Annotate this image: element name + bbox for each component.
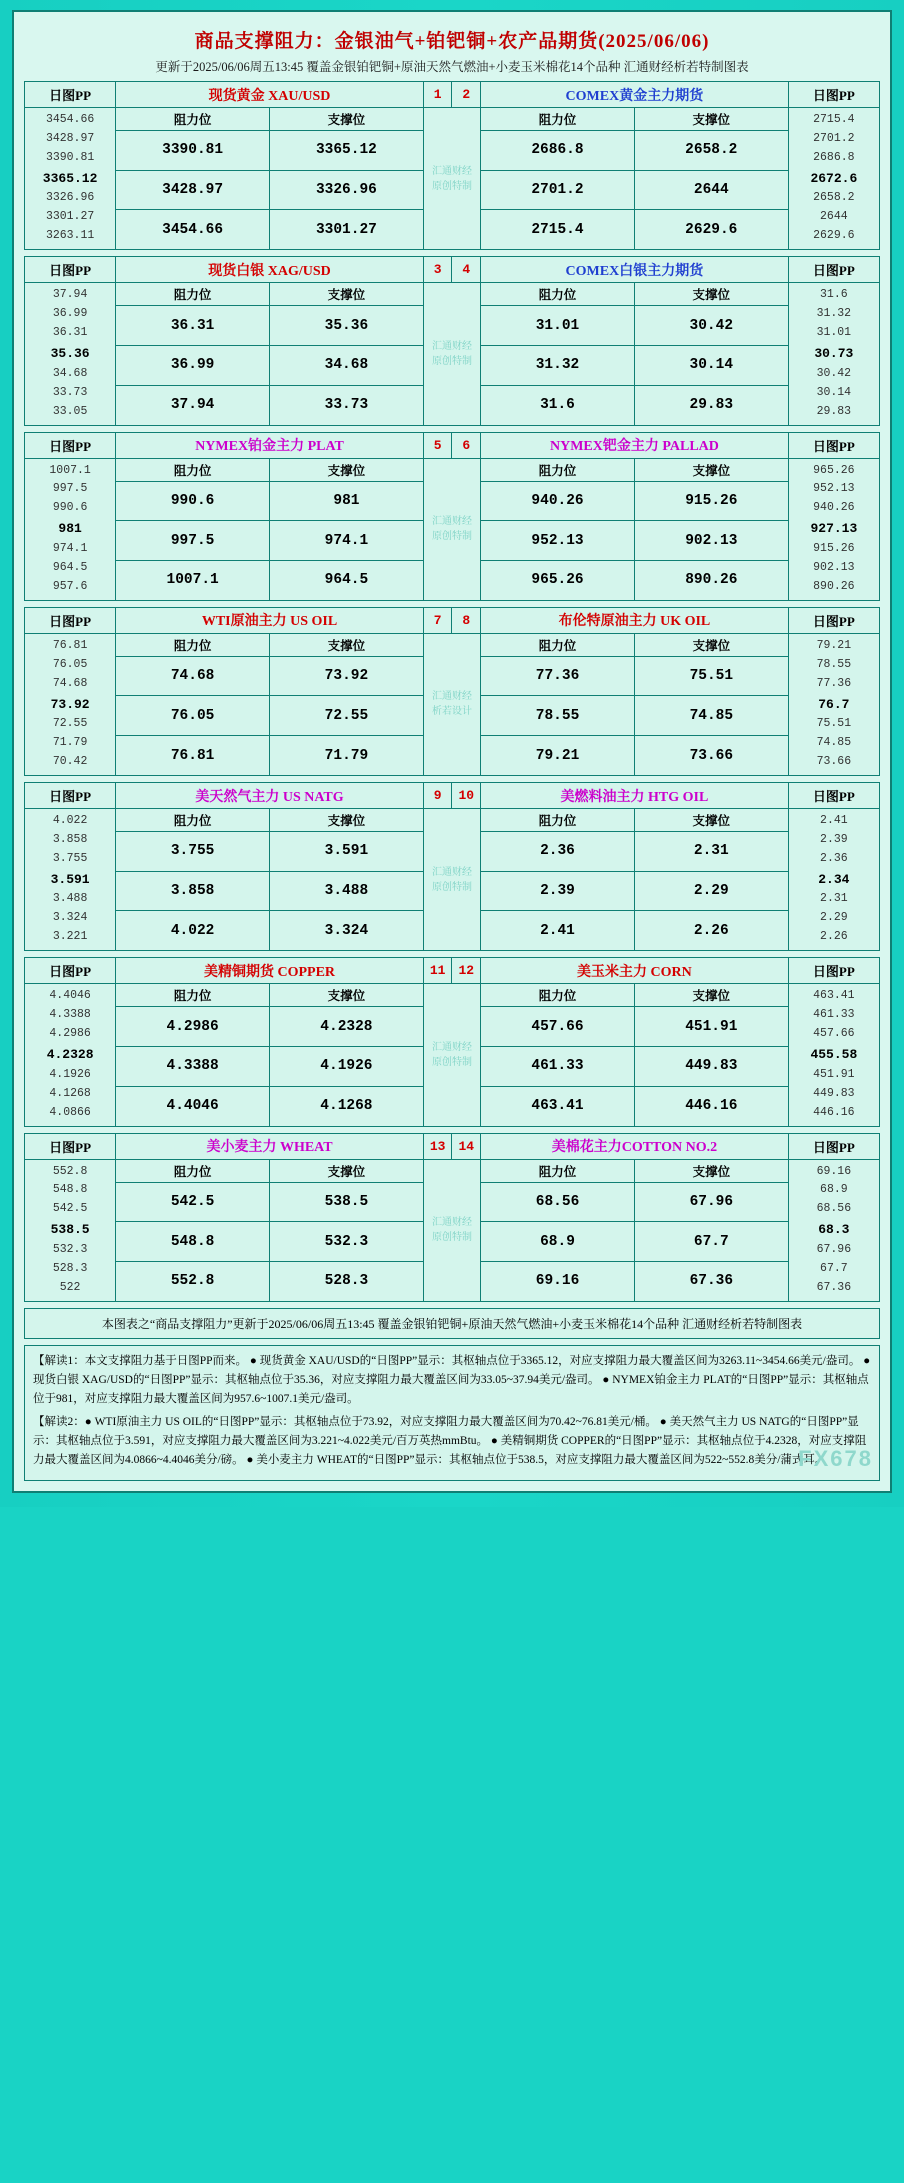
pp-header-left: 日图PP <box>25 82 116 108</box>
resistance-value-right: 69.16 <box>481 1261 635 1301</box>
pp-value: 71.79 <box>52 736 88 750</box>
pp-value: 4.4046 <box>49 989 91 1003</box>
pp-value: 4.1268 <box>49 1086 91 1100</box>
resistance-header-right: 阻力位 <box>481 809 635 832</box>
pp-value: 902.13 <box>813 560 855 574</box>
resistance-value-right: 2715.4 <box>481 210 635 250</box>
pp-value: 2.41 <box>820 814 848 827</box>
block-index-right: 4 <box>452 257 481 283</box>
resistance-value-left: 4.022 <box>116 911 270 951</box>
resistance-value-left: 542.5 <box>116 1182 270 1222</box>
block-table <box>24 957 880 1126</box>
block-index-left: 11 <box>423 958 452 984</box>
support-value-right: 30.14 <box>634 345 788 385</box>
pp-value: 552.8 <box>52 1164 88 1178</box>
block-index-right: 8 <box>452 607 481 633</box>
support-value-left: 33.73 <box>270 385 424 425</box>
pp-value: 67.7 <box>820 1261 848 1275</box>
pp-list-left <box>25 984 116 1126</box>
support-value-right: 29.83 <box>634 385 788 425</box>
resistance-header-right: 阻力位 <box>481 984 635 1007</box>
page-title: 商品支撑阻力：金银油气+铂钯铜+农产品期货(2025/06/06) <box>194 31 710 52</box>
resistance-value-left: 36.99 <box>116 345 270 385</box>
pp-header-left: 日图PP <box>25 1133 116 1159</box>
resistance-value-left: 4.2986 <box>116 1007 270 1047</box>
resistance-value-left: 3454.66 <box>116 210 270 250</box>
support-value-right: 2.26 <box>634 911 788 951</box>
pp-value: 3.488 <box>52 892 88 906</box>
pp-value: 73.92 <box>50 696 90 712</box>
support-value-right: 449.83 <box>634 1046 788 1086</box>
pp-list-left <box>25 633 116 775</box>
support-value-right: 74.85 <box>634 696 788 736</box>
resistance-value-right: 2686.8 <box>481 131 635 171</box>
pp-value: 2686.8 <box>813 150 855 164</box>
pp-value: 4.1926 <box>49 1067 91 1081</box>
watermark-fx678: FX678 <box>798 1446 873 1472</box>
watermark-center: 汇通财经 析若设计 <box>423 633 480 775</box>
pp-value: 455.58 <box>810 1047 858 1063</box>
resistance-value-left: 3390.81 <box>116 131 270 171</box>
pp-value: 3326.96 <box>45 191 95 205</box>
support-value-left: 35.36 <box>270 306 424 346</box>
support-header-left: 支撑位 <box>270 633 424 656</box>
block-index-left: 7 <box>423 607 452 633</box>
pp-value: 2644 <box>820 210 848 224</box>
pp-header-right: 日图PP <box>788 257 879 283</box>
block-index-right: 12 <box>452 958 481 984</box>
report-sheet <box>12 10 892 1493</box>
instrument-name-right: 美燃料油主力 HTG OIL <box>481 783 789 809</box>
pp-value: 30.73 <box>814 346 854 362</box>
pp-value: 35.36 <box>50 346 90 362</box>
resistance-value-right: 68.9 <box>481 1222 635 1262</box>
support-value-left: 981 <box>270 481 424 521</box>
pp-value: 75.51 <box>816 717 852 731</box>
instrument-name-left: 美小麦主力 WHEAT <box>116 1133 424 1159</box>
instrument-name-right: 美棉花主力COTTON NO.2 <box>481 1133 789 1159</box>
resistance-value-left: 74.68 <box>116 656 270 696</box>
pp-value: 3.755 <box>52 851 88 865</box>
pp-value: 1007.1 <box>49 463 91 477</box>
pp-header-right: 日图PP <box>788 82 879 108</box>
resistance-header-right: 阻力位 <box>481 458 635 481</box>
pp-value: 36.99 <box>52 307 88 321</box>
pp-value: 67.96 <box>816 1242 852 1256</box>
pp-value: 68.3 <box>818 1222 850 1238</box>
resistance-header-left: 阻力位 <box>116 1159 270 1182</box>
pp-value: 72.55 <box>52 717 88 731</box>
resistance-header-left: 阻力位 <box>116 283 270 306</box>
support-value-right: 30.42 <box>634 306 788 346</box>
pp-value: 31.6 <box>820 288 848 302</box>
block-table <box>24 1133 880 1302</box>
pp-value: 2.39 <box>820 832 848 846</box>
resistance-value-left: 3.858 <box>116 871 270 911</box>
block-index-left: 13 <box>423 1133 452 1159</box>
support-header-right: 支撑位 <box>634 283 788 306</box>
pp-value: 30.14 <box>816 385 852 399</box>
pp-value: 3454.66 <box>45 113 95 126</box>
pp-list-right <box>788 1159 879 1301</box>
instrument-name-right: COMEX白银主力期货 <box>481 257 789 283</box>
pp-value: 76.7 <box>818 696 850 712</box>
pp-value: 997.5 <box>52 482 88 496</box>
instrument-name-left: 美精铜期货 COPPER <box>116 958 424 984</box>
resistance-value-right: 461.33 <box>481 1046 635 1086</box>
support-value-left: 528.3 <box>270 1261 424 1301</box>
support-value-left: 974.1 <box>270 521 424 561</box>
resistance-header-left: 阻力位 <box>116 633 270 656</box>
pp-value: 68.56 <box>816 1202 852 1216</box>
pp-value: 3.324 <box>52 911 88 925</box>
reading-notes <box>24 1345 880 1481</box>
support-value-left: 3326.96 <box>270 170 424 210</box>
pp-header-left: 日图PP <box>25 432 116 458</box>
pp-value: 68.9 <box>820 1183 848 1197</box>
support-header-left: 支撑位 <box>270 458 424 481</box>
pp-value: 990.6 <box>52 501 88 515</box>
pp-header-left: 日图PP <box>25 257 116 283</box>
instrument-name-right: 布伦特原油主力 UK OIL <box>481 607 789 633</box>
pp-value: 4.0866 <box>49 1105 91 1119</box>
instrument-name-left: WTI原油主力 US OIL <box>116 607 424 633</box>
resistance-value-right: 31.32 <box>481 345 635 385</box>
instrument-name-left: 美天然气主力 US NATG <box>116 783 424 809</box>
pp-value: 2672.6 <box>810 170 858 186</box>
pp-value: 2.34 <box>818 871 850 887</box>
pp-value: 461.33 <box>813 1008 855 1022</box>
pp-value: 528.3 <box>52 1261 88 1275</box>
watermark-center: 汇通财经 原创特制 <box>423 984 480 1126</box>
pp-value: 31.01 <box>816 326 852 340</box>
pp-value: 4.022 <box>52 814 88 827</box>
pp-value: 34.68 <box>52 366 88 380</box>
pp-value: 2.26 <box>820 930 848 944</box>
pp-list-left <box>25 1159 116 1301</box>
support-value-left: 3301.27 <box>270 210 424 250</box>
support-value-left: 72.55 <box>270 696 424 736</box>
support-value-left: 34.68 <box>270 345 424 385</box>
resistance-value-left: 3.755 <box>116 832 270 872</box>
resistance-value-right: 2.39 <box>481 871 635 911</box>
pp-list-right <box>788 809 879 951</box>
pp-list-right <box>788 108 879 250</box>
pp-header-right: 日图PP <box>788 607 879 633</box>
support-value-left: 532.3 <box>270 1222 424 1262</box>
support-value-right: 915.26 <box>634 481 788 521</box>
pp-value: 4.2328 <box>46 1047 94 1063</box>
support-value-left: 3.488 <box>270 871 424 911</box>
block-index-left: 3 <box>423 257 452 283</box>
pp-value: 2.36 <box>820 851 848 865</box>
reading-note-2: 【解读2：● WTI原油主力 US OIL的“日图PP”显示：其枢轴点位于73.92，对应支撑阻力最大覆盖区间为70.42~76.81美元/桶。 ● 美天然气主力 US NATG的“日图PP”显示：其枢轴点位于3.591，对应支撑阻力最大覆盖区间为3.221~4.022美元/百万英热mmBtu。 ● 美精铜期货 COPPER的“日图PP”显示：其枢轴点位于4.2328，对应支撑阻力最大覆盖区间为4.0866~4.4046美分/磅。 ● 美小麦主力 WHEAT的“日图PP”显示：其枢轴点位于538.5，对应支撑阻力最大覆盖区间为522~552.8美分/蒲式耳。 <box>33 1415 867 1466</box>
support-value-left: 538.5 <box>270 1182 424 1222</box>
resistance-header-left: 阻力位 <box>116 984 270 1007</box>
resistance-value-right: 79.21 <box>481 736 635 776</box>
support-value-left: 4.1268 <box>270 1086 424 1126</box>
support-header-left: 支撑位 <box>270 283 424 306</box>
support-value-right: 75.51 <box>634 656 788 696</box>
pp-value: 77.36 <box>816 676 852 690</box>
support-value-left: 4.2328 <box>270 1007 424 1047</box>
pp-value: 4.3388 <box>49 1008 91 1022</box>
pp-value: 538.5 <box>50 1222 90 1238</box>
resistance-value-right: 940.26 <box>481 481 635 521</box>
block-table <box>24 256 880 425</box>
support-value-right: 73.66 <box>634 736 788 776</box>
pp-header-right: 日图PP <box>788 783 879 809</box>
resistance-value-right: 2.36 <box>481 832 635 872</box>
support-header-left: 支撑位 <box>270 809 424 832</box>
support-value-right: 67.36 <box>634 1261 788 1301</box>
block-index-left: 9 <box>423 783 452 809</box>
pp-value: 964.5 <box>52 560 88 574</box>
page-subtitle: 更新于2025/06/06周五13:45 覆盖金银铂钯铜+原油天然气燃油+小麦玉米棉花14个品种 汇通财经析若特制图表 <box>155 60 749 74</box>
pp-value: 29.83 <box>816 404 852 418</box>
support-value-left: 3.591 <box>270 832 424 872</box>
pp-list-left <box>25 809 116 951</box>
watermark-center: 汇通财经 原创特制 <box>423 108 480 250</box>
support-header-right: 支撑位 <box>634 984 788 1007</box>
resistance-value-right: 2.41 <box>481 911 635 951</box>
pp-value: 37.94 <box>52 288 88 302</box>
instrument-name-right: COMEX黄金主力期货 <box>481 82 789 108</box>
pp-value: 463.41 <box>813 989 855 1003</box>
pp-value: 3428.97 <box>45 131 95 145</box>
pp-value: 30.42 <box>816 366 852 380</box>
blocks-container <box>24 81 880 1302</box>
support-value-right: 2644 <box>634 170 788 210</box>
pp-value: 532.3 <box>52 1242 88 1256</box>
support-value-right: 67.7 <box>634 1222 788 1262</box>
support-value-left: 3365.12 <box>270 131 424 171</box>
watermark-center: 汇通财经 原创特制 <box>423 1159 480 1301</box>
resistance-value-left: 76.05 <box>116 696 270 736</box>
support-value-right: 2.29 <box>634 871 788 911</box>
resistance-value-left: 552.8 <box>116 1261 270 1301</box>
pp-header-left: 日图PP <box>25 607 116 633</box>
support-value-left: 964.5 <box>270 560 424 600</box>
resistance-header-left: 阻力位 <box>116 108 270 131</box>
resistance-value-left: 990.6 <box>116 481 270 521</box>
block-index-right: 14 <box>452 1133 481 1159</box>
support-value-right: 890.26 <box>634 560 788 600</box>
support-header-right: 支撑位 <box>634 1159 788 1182</box>
pp-value: 36.31 <box>52 326 88 340</box>
pp-header-left: 日图PP <box>25 958 116 984</box>
block-index-right: 2 <box>452 82 481 108</box>
support-value-right: 67.96 <box>634 1182 788 1222</box>
pp-value: 76.81 <box>52 638 88 652</box>
support-header-right: 支撑位 <box>634 108 788 131</box>
pp-value: 542.5 <box>52 1202 88 1216</box>
pp-value: 4.2986 <box>49 1027 91 1041</box>
watermark-center: 汇通财经 原创特制 <box>423 458 480 600</box>
pp-value: 974.1 <box>52 541 88 555</box>
support-header-left: 支撑位 <box>270 984 424 1007</box>
pp-value: 67.36 <box>816 1280 852 1294</box>
pp-list-right <box>788 984 879 1126</box>
resistance-header-right: 阻力位 <box>481 1159 635 1182</box>
block-table <box>24 432 880 601</box>
pp-value: 3390.81 <box>45 150 95 164</box>
pp-value: 2658.2 <box>813 191 855 205</box>
support-header-left: 支撑位 <box>270 1159 424 1182</box>
pp-value: 74.85 <box>816 736 852 750</box>
support-value-left: 3.324 <box>270 911 424 951</box>
pp-value: 31.32 <box>816 307 852 321</box>
pp-list-right <box>788 283 879 425</box>
pp-list-left <box>25 283 116 425</box>
pp-value: 79.21 <box>816 638 852 652</box>
pp-value: 522 <box>59 1280 81 1294</box>
pp-value: 33.05 <box>52 404 88 418</box>
support-header-right: 支撑位 <box>634 458 788 481</box>
pp-header-left: 日图PP <box>25 783 116 809</box>
resistance-header-right: 阻力位 <box>481 283 635 306</box>
pp-value: 76.05 <box>52 657 88 671</box>
pp-value: 3263.11 <box>45 229 95 243</box>
resistance-value-right: 68.56 <box>481 1182 635 1222</box>
resistance-value-right: 463.41 <box>481 1086 635 1126</box>
support-value-right: 2658.2 <box>634 131 788 171</box>
pp-list-left <box>25 458 116 600</box>
pp-value: 927.13 <box>810 521 858 537</box>
pp-value: 74.68 <box>52 676 88 690</box>
pp-value: 3.221 <box>52 930 88 944</box>
resistance-header-left: 阻力位 <box>116 809 270 832</box>
pp-list-left <box>25 108 116 250</box>
reading-note-1: 【解读1：本文支撑阻力基于日图PP而来。 ● 现货黄金 XAU/USD的“日图PP”显示：其枢轴点位于3365.12，对应支撑阻力最大覆盖区间为3263.11~3454.66美元/盎司。 ● 现货白银 XAG/USD的“日图PP”显示：其枢轴点位于35.36，对应支撑阻力最大覆盖区间为33.05~37.94美元/盎司。 ● NYMEX铂金主力 PLAT的“日图PP”显示：其枢轴点位于981，对应支撑阻力最大覆盖区间为957.6~1007.1美元/盎司。 <box>33 1354 871 1405</box>
resistance-value-right: 77.36 <box>481 656 635 696</box>
pp-list-right <box>788 633 879 775</box>
support-value-right: 446.16 <box>634 1086 788 1126</box>
pp-header-right: 日图PP <box>788 1133 879 1159</box>
block-table <box>24 607 880 776</box>
resistance-value-right: 31.6 <box>481 385 635 425</box>
support-header-left: 支撑位 <box>270 108 424 131</box>
block-table <box>24 782 880 951</box>
pp-value: 69.16 <box>816 1164 852 1178</box>
pp-value: 457.66 <box>813 1027 855 1041</box>
resistance-value-left: 37.94 <box>116 385 270 425</box>
pp-value: 2.31 <box>820 892 848 906</box>
pp-value: 73.66 <box>816 755 852 769</box>
resistance-value-left: 3428.97 <box>116 170 270 210</box>
pp-value: 2629.6 <box>813 229 855 243</box>
pp-value: 915.26 <box>813 541 855 555</box>
resistance-value-right: 965.26 <box>481 560 635 600</box>
pp-value: 965.26 <box>813 463 855 477</box>
pp-value: 33.73 <box>52 385 88 399</box>
pp-value: 890.26 <box>813 579 855 593</box>
pp-value: 957.6 <box>52 579 88 593</box>
pp-value: 548.8 <box>52 1183 88 1197</box>
pp-value: 3.858 <box>52 832 88 846</box>
support-value-left: 4.1926 <box>270 1046 424 1086</box>
watermark-center: 汇通财经 原创特制 <box>423 283 480 425</box>
support-value-right: 451.91 <box>634 1007 788 1047</box>
support-value-right: 2629.6 <box>634 210 788 250</box>
block-index-left: 1 <box>423 82 452 108</box>
block-index-right: 10 <box>452 783 481 809</box>
support-value-right: 2.31 <box>634 832 788 872</box>
pp-value: 952.13 <box>813 482 855 496</box>
pp-value: 2701.2 <box>813 131 855 145</box>
resistance-value-right: 952.13 <box>481 521 635 561</box>
instrument-name-left: NYMEX铂金主力 PLAT <box>116 432 424 458</box>
resistance-header-left: 阻力位 <box>116 458 270 481</box>
pp-value: 3365.12 <box>42 170 98 186</box>
block-table <box>24 81 880 250</box>
instrument-name-right: 美玉米主力 CORN <box>481 958 789 984</box>
instrument-name-right: NYMEX钯金主力 PALLAD <box>481 432 789 458</box>
support-value-right: 902.13 <box>634 521 788 561</box>
watermark-center: 汇通财经 原创特制 <box>423 809 480 951</box>
pp-value: 3301.27 <box>45 210 95 224</box>
resistance-header-right: 阻力位 <box>481 633 635 656</box>
resistance-header-right: 阻力位 <box>481 108 635 131</box>
resistance-value-left: 997.5 <box>116 521 270 561</box>
pp-value: 940.26 <box>813 501 855 515</box>
pp-value: 449.83 <box>813 1086 855 1100</box>
resistance-value-left: 76.81 <box>116 736 270 776</box>
support-header-right: 支撑位 <box>634 809 788 832</box>
pp-value: 446.16 <box>813 1105 855 1119</box>
pp-value: 78.55 <box>816 657 852 671</box>
resistance-value-right: 2701.2 <box>481 170 635 210</box>
block-index-right: 6 <box>452 432 481 458</box>
instrument-name-left: 现货黄金 XAU/USD <box>116 82 424 108</box>
pp-value: 981 <box>58 521 82 537</box>
resistance-value-left: 36.31 <box>116 306 270 346</box>
support-value-left: 73.92 <box>270 656 424 696</box>
resistance-value-right: 78.55 <box>481 696 635 736</box>
pp-header-right: 日图PP <box>788 432 879 458</box>
support-header-right: 支撑位 <box>634 633 788 656</box>
resistance-value-left: 4.4046 <box>116 1086 270 1126</box>
footer-note: 本图表之“商品支撑阻力”更新于2025/06/06周五13:45 覆盖金银铂钯铜+原油天然气燃油+小麦玉米棉花14个品种 汇通财经析若特制图表 <box>24 1308 880 1339</box>
resistance-value-right: 31.01 <box>481 306 635 346</box>
resistance-value-right: 457.66 <box>481 1007 635 1047</box>
support-value-left: 71.79 <box>270 736 424 776</box>
pp-header-right: 日图PP <box>788 958 879 984</box>
pp-value: 70.42 <box>52 755 88 769</box>
pp-list-right <box>788 458 879 600</box>
resistance-value-left: 548.8 <box>116 1222 270 1262</box>
pp-value: 451.91 <box>813 1067 855 1081</box>
pp-value: 2.29 <box>820 911 848 925</box>
pp-value: 3.591 <box>50 871 90 887</box>
block-index-left: 5 <box>423 432 452 458</box>
instrument-name-left: 现货白银 XAG/USD <box>116 257 424 283</box>
resistance-value-left: 4.3388 <box>116 1046 270 1086</box>
resistance-value-left: 1007.1 <box>116 560 270 600</box>
pp-value: 2715.4 <box>813 113 855 126</box>
